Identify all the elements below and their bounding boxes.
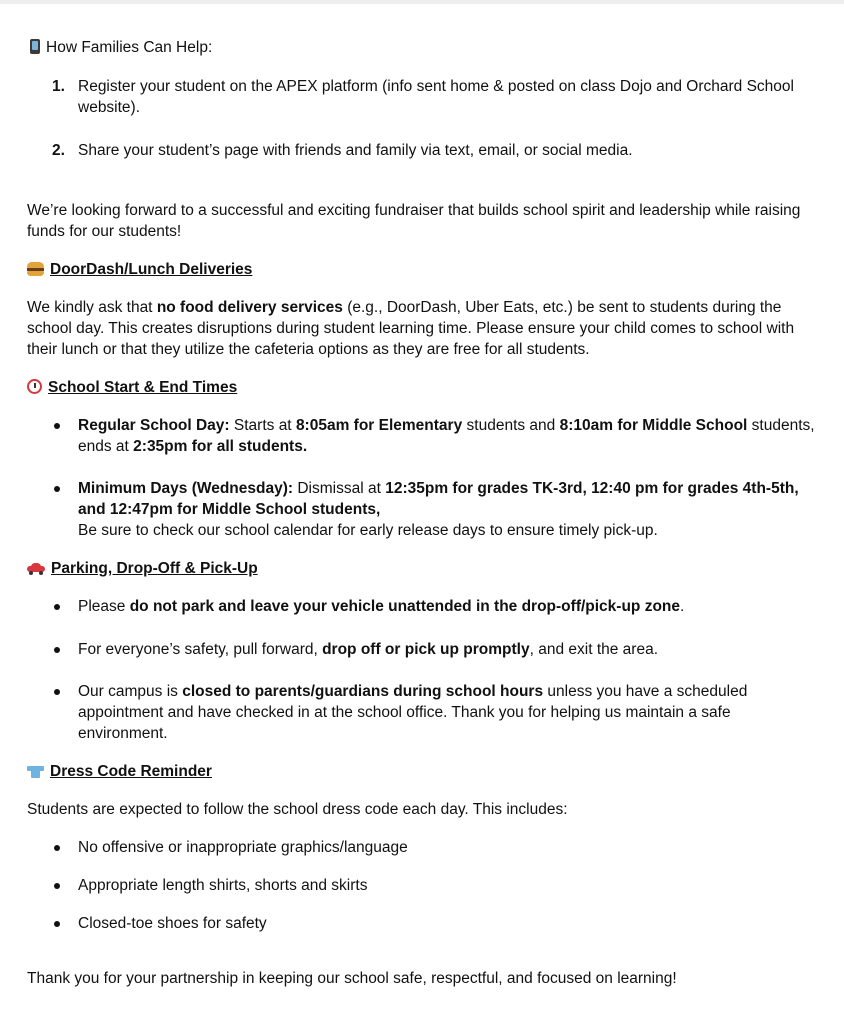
bullet-dot xyxy=(54,486,60,492)
closing-paragraph: Thank you for your partnership in keeping our school safe, respectful, and focused on learning! xyxy=(27,970,677,987)
bullet-dot xyxy=(54,883,60,889)
times-heading: School Start & End Times xyxy=(27,377,817,398)
parking-heading: Parking, Drop-Off & Pick-Up xyxy=(27,558,817,579)
list-item: No offensive or inappropriate graphics/language xyxy=(27,837,817,858)
list-number: 2. xyxy=(52,142,65,159)
dress-heading: Dress Code Reminder xyxy=(27,761,817,782)
list-item: For everyone’s safety, pull forward, drop off or pick up promptly, and exit the area. xyxy=(27,639,817,660)
list-item: Please do not park and leave your vehicle unattended in the drop-off/pick-up zone. xyxy=(27,596,817,617)
list-item: Minimum Days (Wednesday): Dismissal at 12:35pm for grades TK-3rd, 12:40 pm for grades 4th-5th, and 12:47pm for Middle School students, Be sure to check our school calendar for early release days to ensure timely pick-up. xyxy=(27,478,817,541)
dress-list xyxy=(27,837,817,934)
top-border xyxy=(0,0,844,4)
bullet-dot xyxy=(54,689,60,695)
list-item xyxy=(27,140,817,161)
intro-paragraph: We’re looking forward to a successful and exciting fundraiser that builds school spirit and leadership while raising funds for our students! xyxy=(27,202,801,240)
bullet-dot xyxy=(54,647,60,653)
doordash-paragraph: We kindly ask that no food delivery services (e.g., DoorDash, Uber Eats, etc.) be sent to students during the school day. This creates disruptions during student learning time. Please ensure your child comes to school with their lunch or that they utilize the cafeteria options as they are free for all students. xyxy=(27,299,795,358)
list-item-text: Register your student on the APEX platform (info sent home & posted on class Dojo and Orchard School website). xyxy=(78,78,794,116)
bullet-dot xyxy=(54,423,60,429)
list-item: Regular School Day: Starts at 8:05am for Elementary students and 8:10am for Middle School students, ends at 2:35pm for all students. xyxy=(27,415,817,457)
list-number: 1. xyxy=(52,78,65,95)
hamburger-icon xyxy=(27,262,44,276)
list-item xyxy=(27,76,817,118)
help-list xyxy=(27,76,817,161)
list-item: Our campus is closed to parents/guardians during school hours unless you have a scheduled appointment and have checked in at the school office. Thank you for helping us maintain a safe environment. xyxy=(27,681,817,744)
parking-list xyxy=(27,596,817,744)
list-item-text: Share your student’s page with friends and family via text, email, or social media. xyxy=(78,142,633,159)
bullet-dot xyxy=(54,921,60,927)
bullet-dot xyxy=(54,845,60,851)
list-item: Appropriate length shirts, shorts and skirts xyxy=(27,875,817,896)
document-page xyxy=(27,37,817,989)
list-item: Closed-toe shoes for safety xyxy=(27,913,817,934)
help-heading: How Families Can Help: xyxy=(27,37,817,58)
alarm-clock-icon xyxy=(27,379,42,394)
dress-intro: Students are expected to follow the school dress code each day. This includes: xyxy=(27,801,568,818)
doordash-heading: DoorDash/Lunch Deliveries xyxy=(27,259,817,280)
mobile-phone-icon xyxy=(30,39,40,54)
car-icon xyxy=(27,563,45,574)
times-list xyxy=(27,415,817,541)
bullet-dot xyxy=(54,604,60,610)
shirt-icon xyxy=(27,764,44,778)
